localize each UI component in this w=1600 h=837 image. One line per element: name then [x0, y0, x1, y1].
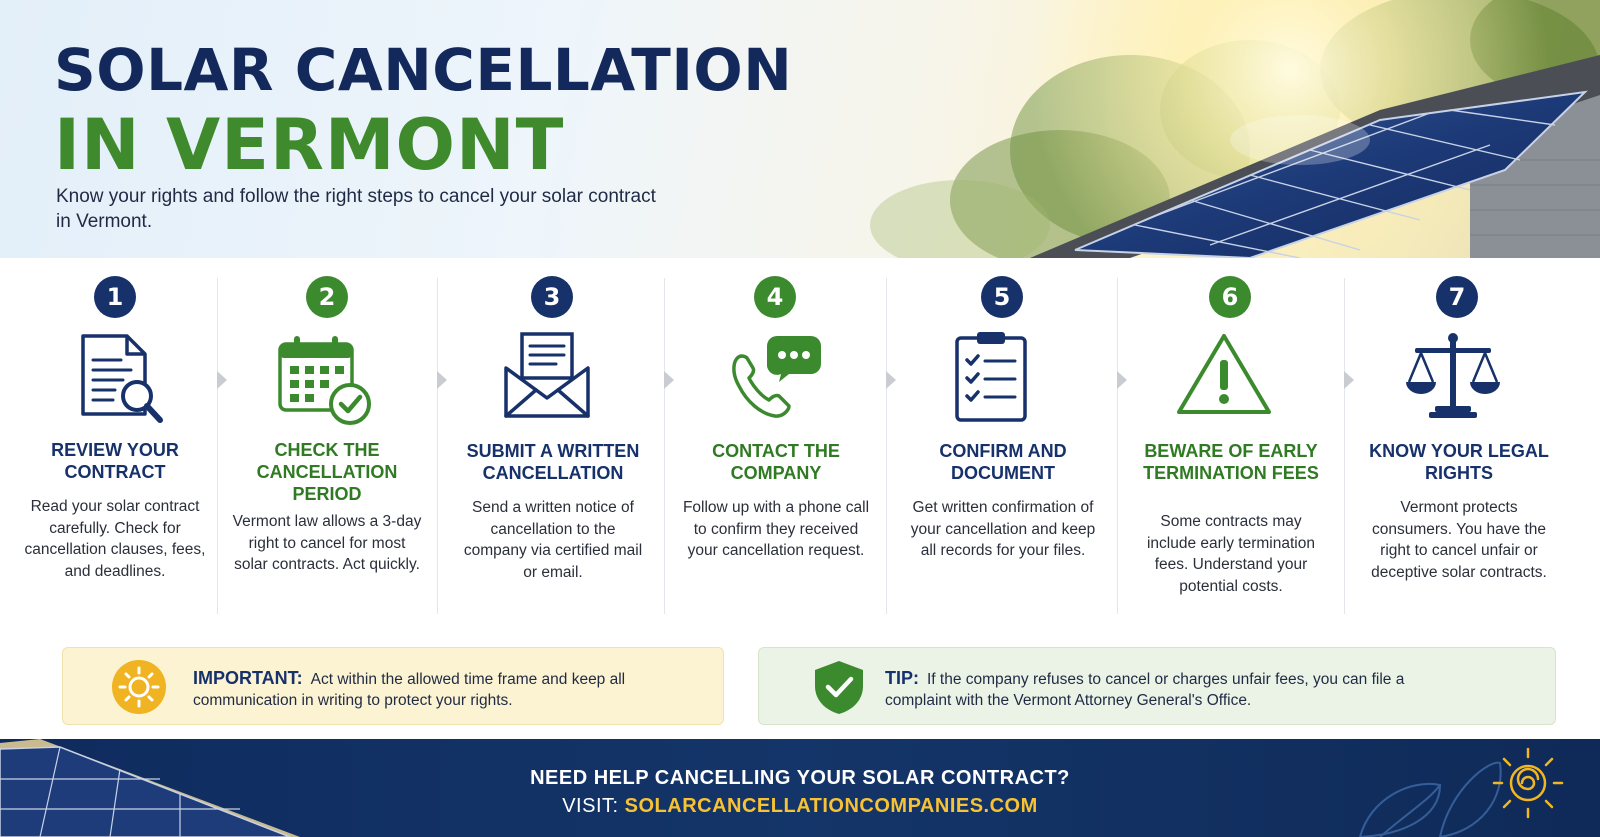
step-3 [443, 268, 663, 628]
hero-banner [0, 0, 1600, 258]
step-4 [669, 268, 883, 628]
page-title-line2: IN VERMONT [54, 104, 565, 186]
step-description: Vermont law allows a 3-day right to cancel for most solar contracts. Act quickly. [232, 513, 422, 573]
warning-triangle-icon [1175, 328, 1285, 428]
phone-chat-icon [719, 328, 829, 428]
important-text: Act within the allowed time frame and keep all communication in writing to protect your rights. [193, 671, 626, 709]
page-subtitle: Know your rights and follow the right steps to cancel your solar contract in Vermont. [56, 186, 656, 232]
tip-label: TIP: [885, 668, 919, 688]
step-divider [1344, 278, 1345, 614]
page-title-line1: SOLAR CANCELLATION [54, 36, 793, 104]
step-number-badge: 5 [981, 276, 1023, 318]
step-6 [1120, 268, 1342, 628]
scales-of-justice-icon [1403, 328, 1513, 428]
footer-visit-line [0, 795, 1600, 818]
website-link[interactable]: SOLARCANCELLATIONCOMPANIES.COM [624, 795, 1038, 817]
step-description: Vermont protects consumers. You have the right to cancel unfair or deceptive solar contracts. [1371, 499, 1547, 581]
step-number-badge: 2 [306, 276, 348, 318]
step-number-badge: 3 [531, 276, 573, 318]
document-search-icon [65, 328, 175, 428]
visit-prefix: VISIT: [562, 795, 619, 817]
step-2 [222, 268, 432, 628]
step-description: Get written confirmation of your cancellation and keep all records for your files. [910, 499, 1096, 559]
clipboard-checklist-icon [947, 328, 1057, 428]
tip-callout [758, 647, 1556, 725]
step-divider [1117, 278, 1118, 614]
step-title: CONTACT THE COMPANY [712, 441, 840, 483]
step-description: Send a written notice of cancellation to the company via certified mail or email. [463, 499, 643, 581]
step-title: REVIEW YOUR CONTRACT [51, 440, 179, 482]
step-number-badge: 4 [754, 276, 796, 318]
step-description: Follow up with a phone call to confirm they received your cancellation request. [682, 499, 870, 559]
important-label: IMPORTANT: [193, 668, 303, 688]
tip-text-block [885, 668, 1445, 711]
steps-row [0, 268, 1600, 628]
step-title: SUBMIT A WRITTEN CANCELLATION [466, 441, 640, 483]
step-title: CONFIRM AND DOCUMENT [939, 441, 1067, 483]
step-7 [1348, 268, 1570, 628]
step-5 [892, 268, 1114, 628]
footer-headline: NEED HELP CANCELLING YOUR SOLAR CONTRACT? [530, 767, 1070, 789]
step-number-badge: 1 [94, 276, 136, 318]
step-title: KNOW YOUR LEGAL RIGHTS [1369, 441, 1549, 483]
step-number-badge: 6 [1209, 276, 1251, 318]
step-description: Some contracts may include early termination fees. Understand your potential costs. [1146, 513, 1315, 595]
shield-check-icon [811, 658, 867, 716]
step-divider [886, 278, 887, 614]
step-description: Read your solar contract carefully. Check for cancellation clauses, fees, and deadlines. [24, 498, 206, 580]
calendar-check-icon [272, 328, 382, 428]
sun-icon [109, 658, 169, 716]
step-1 [10, 268, 220, 628]
step-divider [437, 278, 438, 614]
step-divider [664, 278, 665, 614]
step-title: CHECK THE CANCELLATION PERIOD [256, 440, 398, 504]
footer-banner [0, 739, 1600, 837]
step-number-badge: 7 [1436, 276, 1478, 318]
tip-text: If the company refuses to cancel or charges unfair fees, you can file a complaint with the Vermont Attorney General's Office. [885, 671, 1405, 709]
important-text-block [193, 668, 693, 711]
step-title: BEWARE OF EARLY TERMINATION FEES [1143, 441, 1319, 483]
envelope-letter-icon [498, 328, 608, 428]
important-callout [62, 647, 724, 725]
